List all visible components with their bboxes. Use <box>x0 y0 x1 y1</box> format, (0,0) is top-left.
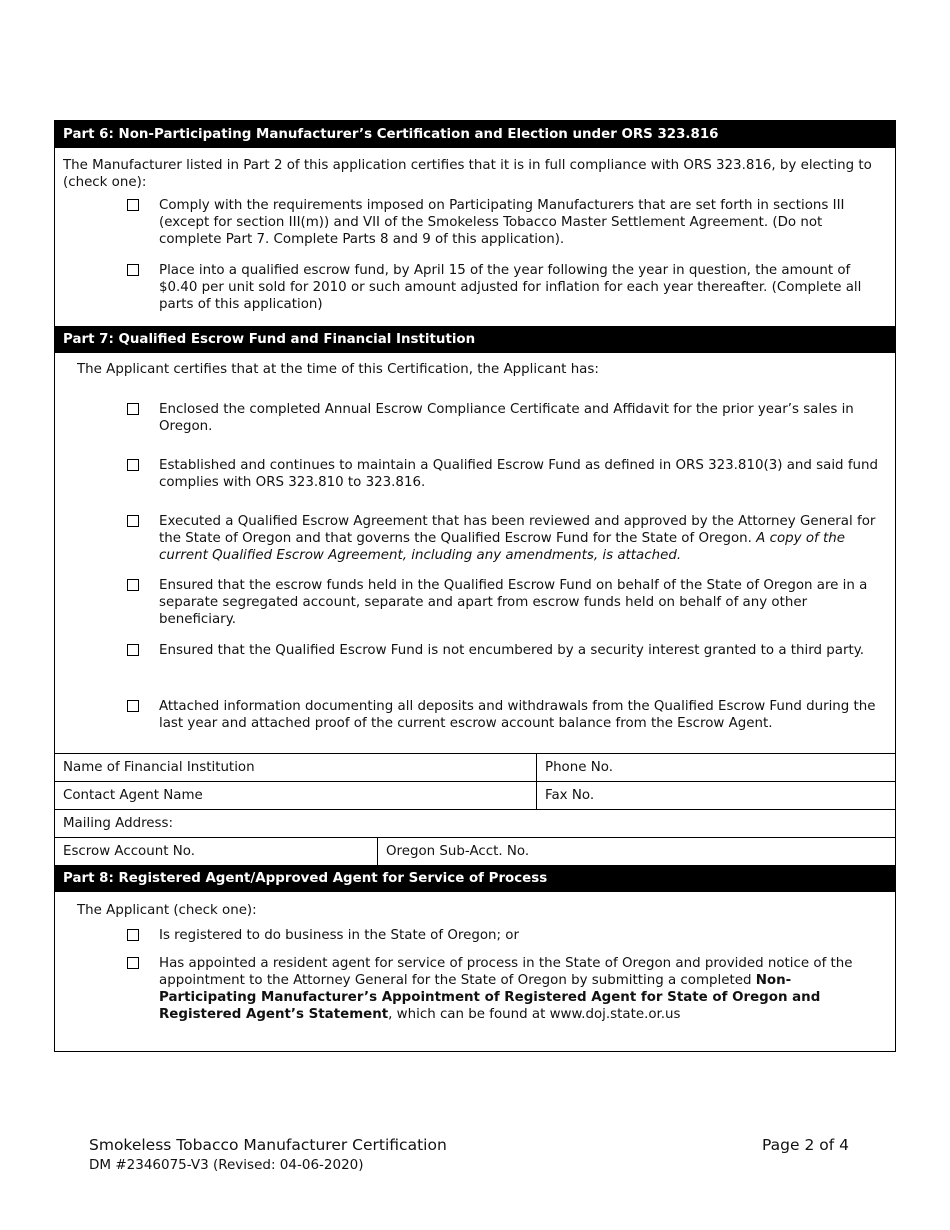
part8-option1-text: Is registered to do business in the State of Oregon; or <box>159 928 519 943</box>
financial-institution-field[interactable]: Name of Financial Institution <box>63 760 255 775</box>
escrow-account-field[interactable]: Escrow Account No. <box>63 844 195 859</box>
part7-option2-checkbox[interactable] <box>127 459 139 471</box>
part7-option2-text: Established and continues to maintain a Qualified Escrow Fund as defined in ORS 323.810(3) and said fund complies with ORS 323.810 to 323.816. <box>159 458 879 490</box>
part7-option6-text: Attached information documenting all deposits and withdrawals from the Qualified Escrow Fund during the last year and attached proof of the current escrow account balance from the Escrow Agent. <box>159 699 876 731</box>
part7-option4-text: Ensured that the escrow funds held in the Qualified Escrow Fund on behalf of the State of Oregon are in a separate segregated account, separate and apart from escrow funds held on behalf of any other beneficiary. <box>159 578 868 627</box>
part8-section <box>55 892 895 1051</box>
fax-field[interactable]: Fax No. <box>536 782 895 809</box>
certification-form <box>54 120 896 1052</box>
part7-option6-checkbox[interactable] <box>127 700 139 712</box>
part6-option1-text: Comply with the requirements imposed on Participating Manufacturers that are set forth in sections III (except for section III(m)) and VII of the Smokeless Tobacco Master Settlement Agreement. (Do not complete Part 7. Complete Parts 8 and 9 of this application). <box>159 198 845 247</box>
part7-intro: The Applicant certifies that at the time of this Certification, the Applicant has: <box>77 362 599 377</box>
part7-option1-text: Enclosed the completed Annual Escrow Compliance Certificate and Affidavit for the prior year’s sales in Oregon. <box>159 402 854 434</box>
part8-header: Part 8: Registered Agent/Approved Agent for Service of Process <box>55 865 895 892</box>
field-row-contact <box>55 781 895 809</box>
part7-section <box>55 353 895 753</box>
part7-option3-checkbox[interactable] <box>127 515 139 527</box>
part8-option2-text-b: , which can be found at www.doj.state.or.us <box>388 1007 681 1022</box>
field-row-escrow <box>55 837 895 865</box>
part7-header: Part 7: Qualified Escrow Fund and Financial Institution <box>55 326 895 353</box>
part8-option1-checkbox[interactable] <box>127 929 139 941</box>
footer-title: Smokeless Tobacco Manufacturer Certification <box>89 1136 447 1154</box>
contact-agent-field[interactable]: Contact Agent Name <box>63 788 203 803</box>
field-row-address <box>55 809 895 837</box>
part7-option5-checkbox[interactable] <box>127 644 139 656</box>
footer-doc-id: DM #2346075-V3 (Revised: 04-06-2020) <box>89 1157 364 1173</box>
part7-option4-checkbox[interactable] <box>127 579 139 591</box>
part6-header: Part 6: Non-Participating Manufacturer’s Certification and Election under ORS 323.816 <box>55 121 895 148</box>
part6-option2-text: Place into a qualified escrow fund, by April 15 of the year following the year in question, the amount of $0.40 per unit sold for 2010 or such amount adjusted for inflation for each year thereafter. (Complete all parts of this application) <box>159 263 862 312</box>
part6-section <box>55 148 895 326</box>
phone-field[interactable]: Phone No. <box>536 754 895 781</box>
part8-option2-text <box>159 955 885 1023</box>
part6-intro: The Manufacturer listed in Part 2 of this application certifies that it is in full compliance with ORS 323.816, by electing to (check one): <box>63 158 872 190</box>
part7-option5-text: Ensured that the Qualified Escrow Fund is not encumbered by a security interest granted to a third party. <box>159 643 865 658</box>
footer-page-number: Page 2 of 4 <box>762 1136 849 1154</box>
part7-option3-italic: A copy of the current Qualified Escrow Agreement, including any amendments, is attached. <box>159 531 845 563</box>
part6-option1-checkbox[interactable] <box>127 199 139 211</box>
part6-option2-checkbox[interactable] <box>127 264 139 276</box>
part7-option3-main: Executed a Qualified Escrow Agreement that has been reviewed and approved by the Attorney General for the State of Oregon and that governs the Qualified Escrow Fund for the State of Oregon. <box>159 514 876 546</box>
part8-intro: The Applicant (check one): <box>77 903 257 918</box>
part8-option2-bold: Non-Participating Manufacturer’s Appointment of Registered Agent for State of Oregon and Registered Agent’s Statement <box>159 973 821 1022</box>
part8-option2-checkbox[interactable] <box>127 957 139 969</box>
part7-option1-checkbox[interactable] <box>127 403 139 415</box>
mailing-address-field[interactable]: Mailing Address: <box>63 816 174 831</box>
field-row-institution <box>55 753 895 781</box>
oregon-sub-acct-field[interactable]: Oregon Sub-Acct. No. <box>377 838 895 865</box>
part7-option3-text <box>159 513 885 564</box>
part8-option2-text-a: Has appointed a resident agent for service of process in the State of Oregon and provided notice of the appointment to the Attorney General for the State of Oregon by submitting a completed <box>159 956 853 988</box>
